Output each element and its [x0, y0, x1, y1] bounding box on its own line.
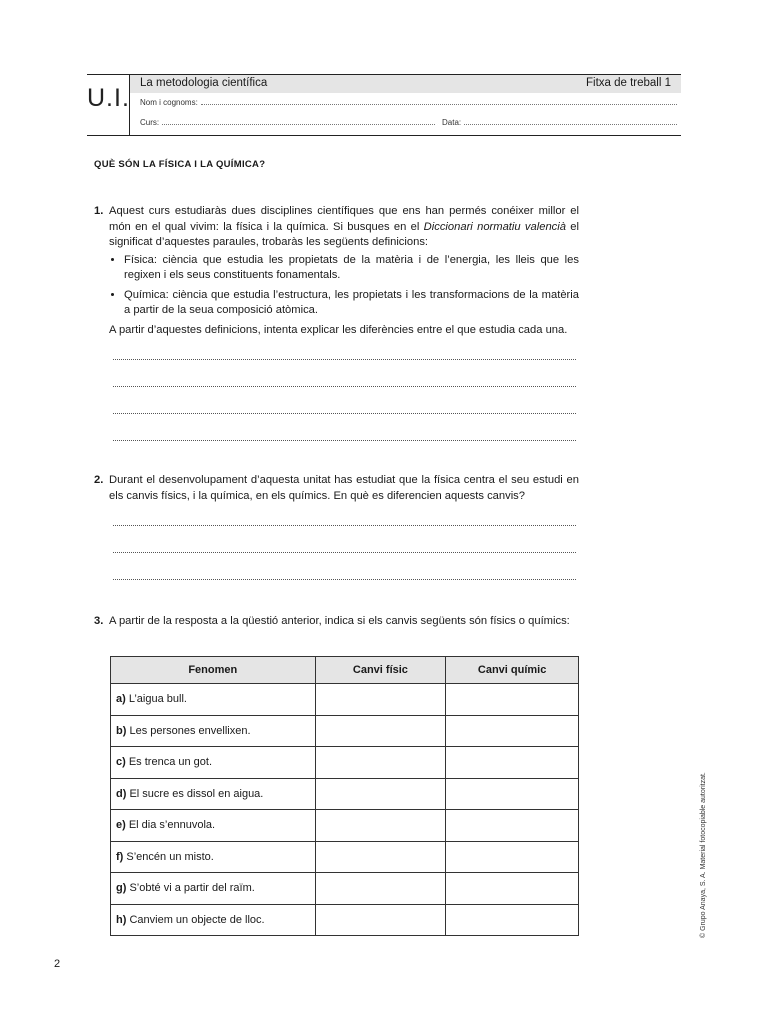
table-row: h) Canviem un objecte de lloc. [111, 904, 579, 936]
answer-line[interactable] [113, 358, 576, 360]
chemical-change-cell[interactable] [446, 715, 579, 747]
copyright-notice: © Grupo Anaya, S. A. Material fotocopiable autoritzat. [700, 772, 707, 938]
course-field[interactable] [140, 118, 435, 127]
table-row: d) El sucre es dissol en aigua. [111, 778, 579, 810]
chemical-change-cell[interactable] [446, 747, 579, 779]
physical-change-cell[interactable] [315, 873, 446, 905]
question-number: 3. [94, 615, 104, 627]
date-blank[interactable] [464, 118, 677, 125]
name-label: Nom i cognoms: [140, 98, 198, 107]
answer-line[interactable] [113, 524, 576, 526]
table-row: b) Les persones envellixen. [111, 715, 579, 747]
physical-change-cell[interactable] [315, 684, 446, 716]
phenomena-table [110, 656, 579, 936]
course-blank[interactable] [162, 118, 435, 125]
unit-title: La metodologia científica [140, 77, 268, 89]
answer-line[interactable] [113, 412, 576, 414]
header-bottom-rule [87, 135, 681, 136]
page-number: 2 [54, 958, 61, 970]
physical-change-cell[interactable] [315, 904, 446, 936]
table-row: c) Es trenca un got. [111, 747, 579, 779]
section-title: QUÈ SÓN LA FÍSICA I LA QUÍMICA? [94, 159, 266, 170]
question-1-task: A partir d’aquestes definicions, intenta explicar les diferències entre el que estudia cada una. [109, 323, 568, 336]
chemical-change-cell[interactable] [446, 873, 579, 905]
definitions-list [109, 253, 579, 319]
question-number: 1. [94, 205, 104, 217]
physical-change-cell[interactable] [315, 747, 446, 779]
name-blank[interactable] [201, 98, 677, 105]
physical-change-cell[interactable] [315, 841, 446, 873]
definition-quimica: • Química: ciència que estudia l’estructura, les propietats i les transformacions de la matèria a partir de la seua composició atòmica. [124, 288, 579, 319]
sheet-label: Fitxa de treball 1 [585, 77, 671, 89]
physical-change-cell[interactable] [315, 778, 446, 810]
worksheet-header [87, 74, 681, 136]
chemical-change-cell[interactable] [446, 778, 579, 810]
answer-line[interactable] [113, 439, 576, 441]
question-2-text: Durant el desenvolupament d’aquesta unitat has estudiat que la física centra el seu estudi en els canvis físics, i la química, en els químics. En què es diferencien aquests canvis? [109, 474, 579, 502]
date-label: Data: [442, 118, 462, 127]
table-header-row [111, 657, 579, 684]
chemical-change-cell[interactable] [446, 904, 579, 936]
unit-mark: U.I. [87, 84, 130, 112]
table-row: g) S’obté vi a partir del raïm. [111, 873, 579, 905]
chemical-change-cell[interactable] [446, 841, 579, 873]
course-label: Curs: [140, 118, 160, 127]
question-3-text: A partir de la resposta a la qüestió anterior, indica si els canvis següents són físics o químics: [109, 615, 570, 627]
name-field[interactable] [140, 98, 677, 107]
physical-change-cell[interactable] [315, 715, 446, 747]
question-2 [94, 473, 579, 504]
table-row: a) L’aigua bull. [111, 684, 579, 716]
question-3 [94, 614, 579, 630]
question-number: 2. [94, 474, 104, 486]
table-row: e) El dia s’ennuvola. [111, 810, 579, 842]
physical-change-cell[interactable] [315, 810, 446, 842]
answer-line[interactable] [113, 578, 576, 580]
answer-line[interactable] [113, 551, 576, 553]
chemical-change-cell[interactable] [446, 810, 579, 842]
answer-line[interactable] [113, 385, 576, 387]
date-field[interactable] [442, 118, 677, 127]
header-canvi-quimic: Canvi químic [446, 657, 579, 684]
question-1 [94, 204, 579, 338]
header-fenomen: Fenomen [111, 657, 316, 684]
question-1-intro: Aquest curs estudiaràs dues disciplines científiques que ens han permés conéixer millor el món en el qual vivim: la física i la química. Si busques en el Diccionari normatiu valencià el significat d’aquestes paraules, trobaràs les següents definicions: [109, 205, 580, 248]
header-canvi-fisic: Canvi físic [315, 657, 446, 684]
chemical-change-cell[interactable] [446, 684, 579, 716]
definition-fisica: • Física: ciència que estudia les propietats de la matèria i de l’energia, les lleis que les regixen i els seus constituents fonamentals. [124, 253, 579, 284]
table-row: f) S’encén un misto. [111, 841, 579, 873]
